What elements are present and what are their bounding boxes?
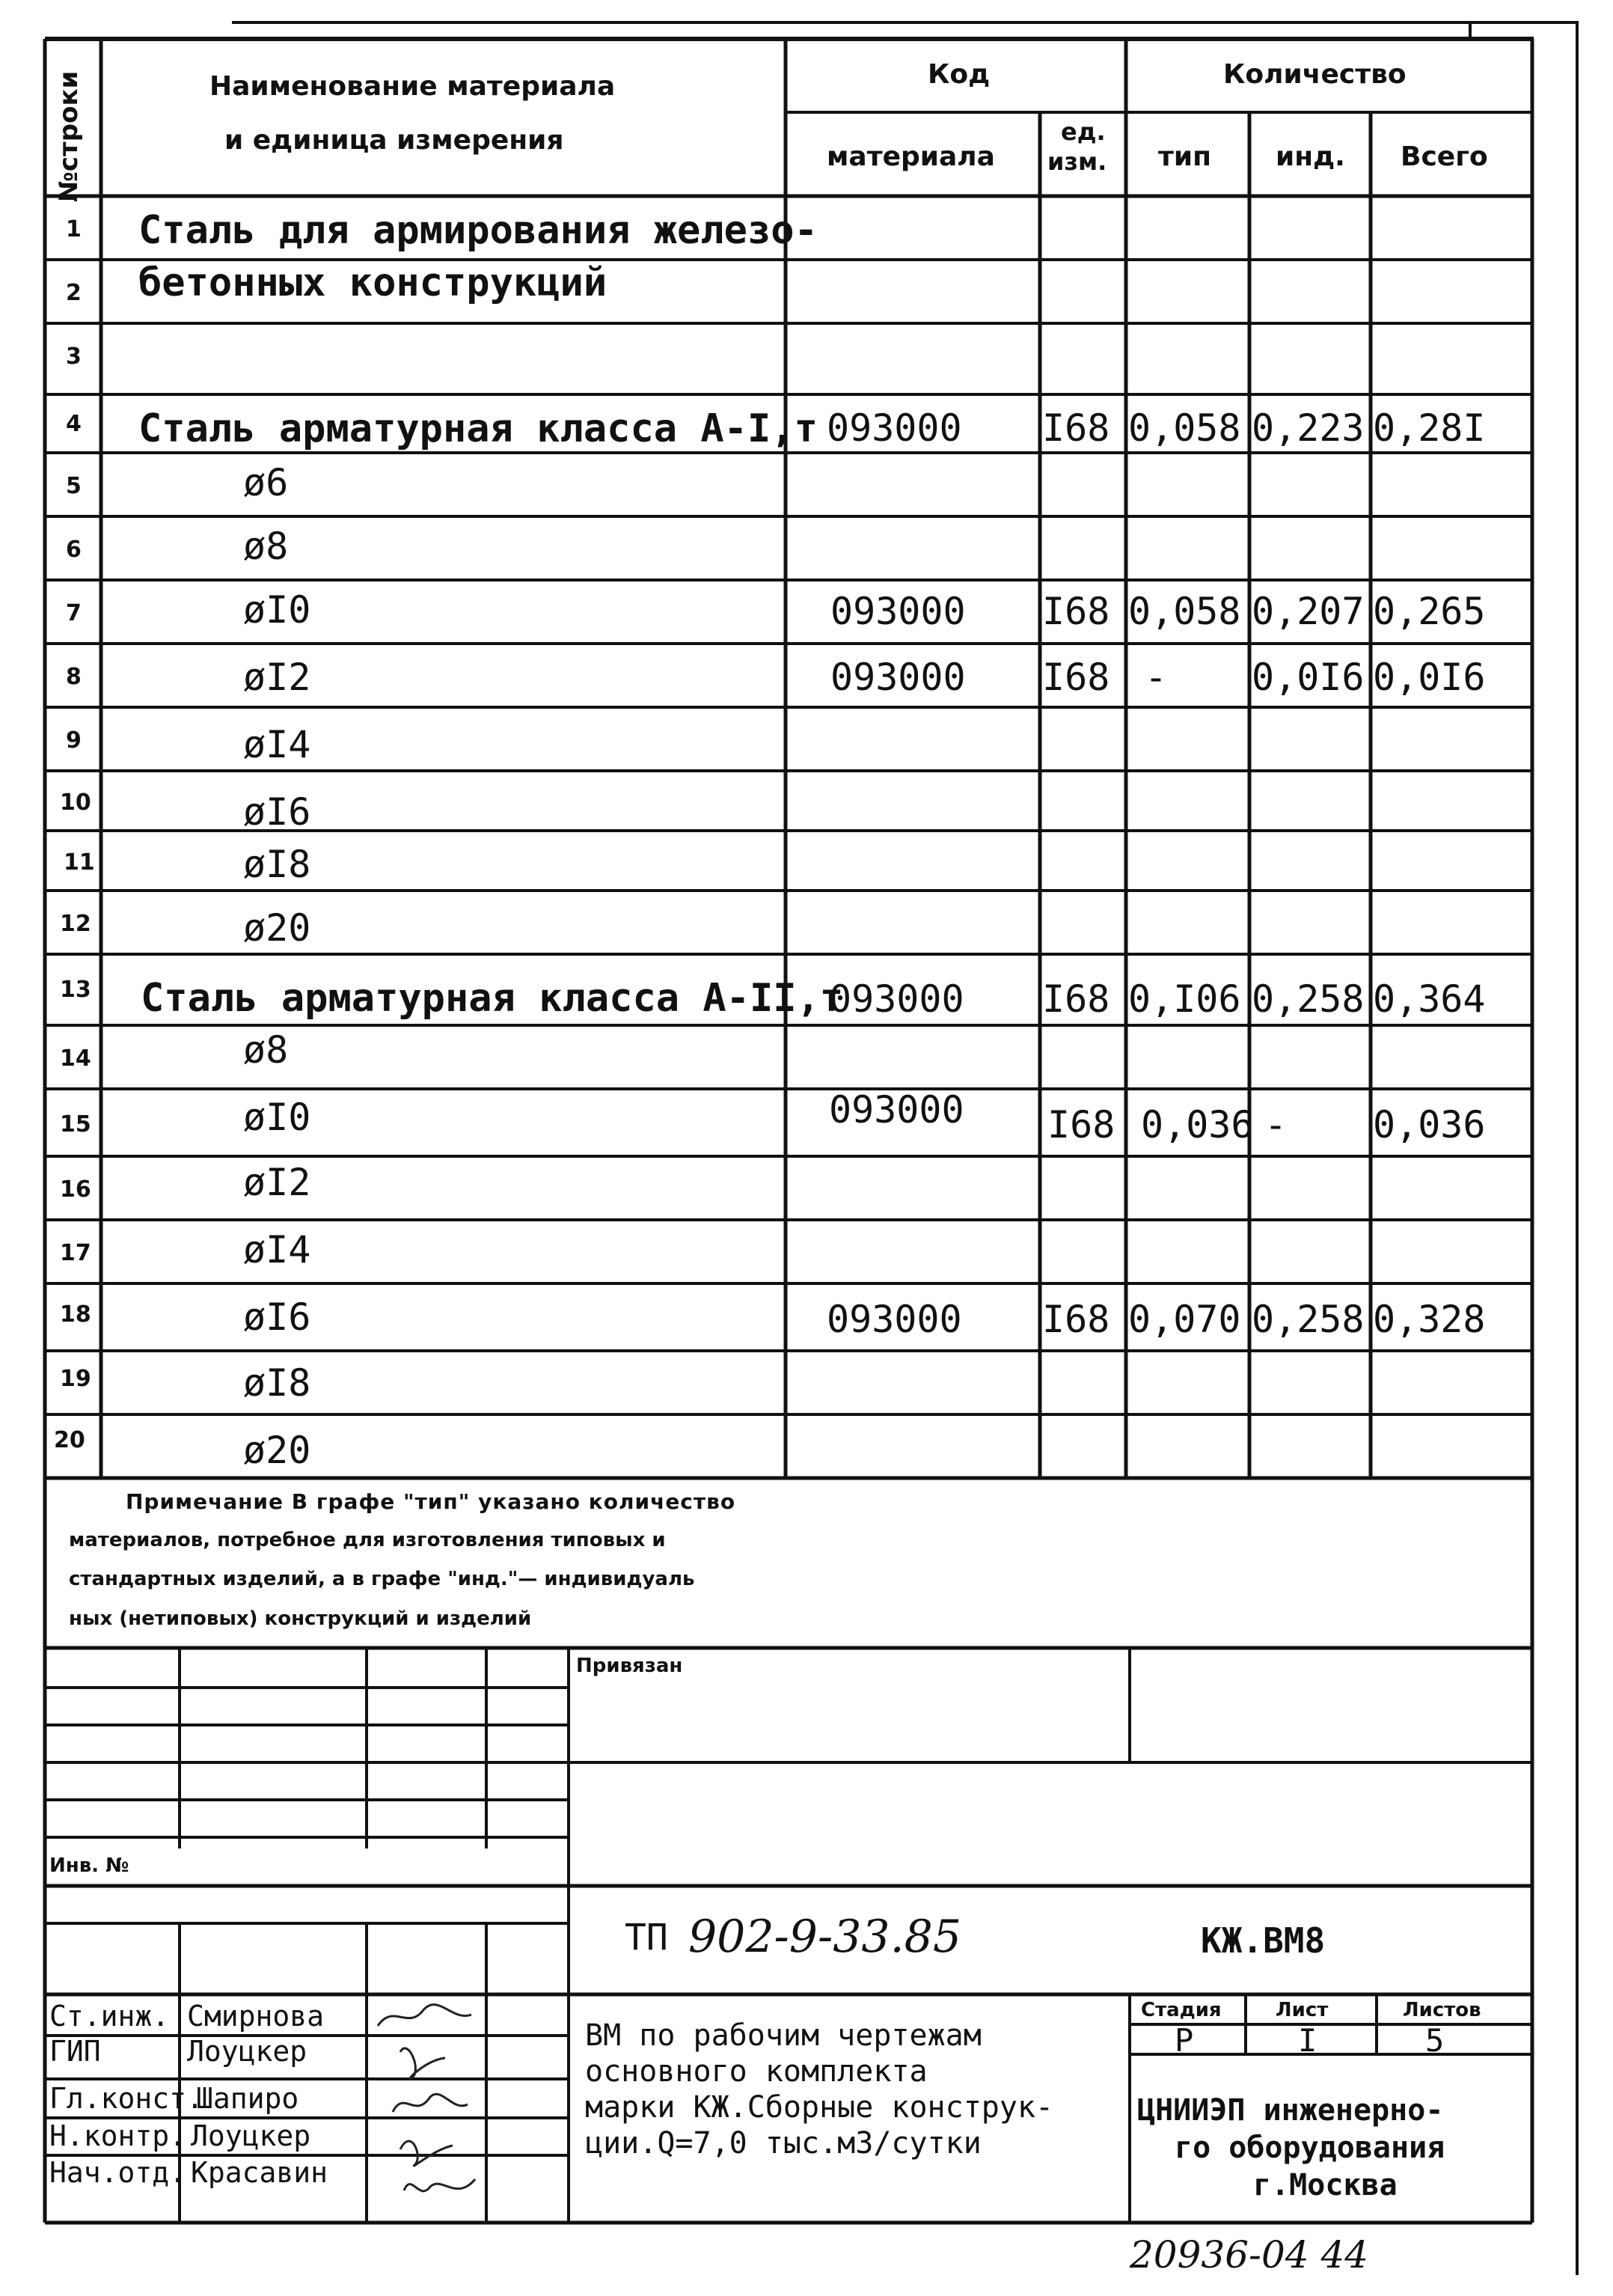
material-name: Сталь арматурная класса А-II,т — [141, 976, 844, 1021]
row-number: 9 — [66, 727, 82, 754]
quantity-ind: 0,0I6 — [1252, 656, 1365, 699]
person-role: ГИП — [49, 2035, 101, 2068]
row-number: 10 — [60, 790, 91, 816]
quantity-total: 0,265 — [1373, 590, 1486, 633]
quantity-ind: 0,207 — [1252, 590, 1365, 633]
signatures-image — [370, 2000, 483, 2217]
quantity-total: 0,036 — [1373, 1103, 1486, 1147]
organization-line-1: ЦНИИЭП инженерно- — [1137, 2093, 1444, 2128]
row-number: 6 — [66, 537, 82, 563]
row-number: 11 — [64, 849, 95, 876]
quantity-header: Количество — [1223, 59, 1407, 90]
quantity-total: 0,328 — [1373, 1298, 1486, 1341]
material-code: 093000 — [829, 977, 964, 1021]
material-name: Сталь для армирования железо- — [138, 208, 818, 253]
unit-code: I68 — [1042, 1298, 1110, 1341]
person-name: Красавин — [191, 2156, 328, 2189]
material-name: øI0 — [243, 588, 311, 632]
row-number: 17 — [60, 1240, 91, 1266]
total-header: Всего — [1401, 141, 1488, 172]
privyazan-label: Привязан — [576, 1655, 683, 1677]
description-line-4: ции.Q=7,0 тыс.м3/сутки — [585, 2126, 982, 2161]
name-header-line1: Наименование материала — [209, 71, 616, 102]
archive-stamp: 20936-04 44 — [1130, 2233, 1369, 2277]
name-header-line2: и единица измерения — [224, 125, 564, 156]
row-number: 13 — [60, 977, 91, 1003]
note-line-2: материалов, потребное для изготовления типовых и — [69, 1529, 666, 1551]
quantity-typ: 0,070 — [1128, 1298, 1241, 1341]
quantity-typ: 0,058 — [1128, 590, 1241, 633]
material-code: 093000 — [829, 1088, 964, 1132]
material-name: ø20 — [243, 1429, 311, 1472]
inventory-number-label: Инв. № — [49, 1854, 129, 1877]
code-header: Код — [928, 59, 991, 90]
material-name: øI4 — [243, 723, 311, 766]
ind-header: инд. — [1276, 141, 1345, 172]
sheets-value: 5 — [1425, 2022, 1445, 2059]
unit-code: I68 — [1047, 1103, 1115, 1147]
row-number: 20 — [54, 1427, 85, 1453]
row-number: 1 — [66, 216, 82, 242]
quantity-total: 0,364 — [1373, 977, 1486, 1021]
row-number: 7 — [66, 600, 82, 626]
material-name: øI8 — [243, 843, 311, 886]
quantity-typ: - — [1145, 656, 1168, 699]
row-number: 14 — [60, 1045, 91, 1072]
quantity-ind: 0,258 — [1252, 1298, 1365, 1341]
unit-code: I68 — [1042, 406, 1110, 450]
organization-line-3: г.Москва — [1253, 2168, 1398, 2202]
person-name: Лоуцкер — [191, 2119, 311, 2152]
material-name: ø8 — [243, 1028, 289, 1072]
quantity-total: 0,0I6 — [1373, 656, 1486, 699]
sheet-value: I — [1298, 2022, 1317, 2059]
person-name: Лоуцкер — [187, 2035, 307, 2068]
sheets-label: Листов — [1403, 1999, 1481, 2021]
material-name: øI2 — [243, 1161, 311, 1204]
typ-header: тип — [1158, 141, 1211, 172]
note-line-1: Примечание В графе "тип" указано количество — [126, 1489, 736, 1514]
material-name: Сталь арматурная класса А-I,т — [138, 406, 818, 451]
quantity-ind: 0,223 — [1252, 406, 1365, 450]
material-name: øI4 — [243, 1228, 311, 1271]
unit-header-line1: ед. — [1061, 117, 1106, 146]
material-name: øI2 — [243, 656, 311, 699]
quantity-ind: - — [1264, 1103, 1288, 1147]
row-number: 2 — [66, 280, 82, 306]
person-name: Шапиро — [196, 2082, 299, 2115]
unit-code: I68 — [1042, 590, 1110, 633]
description-line-2: основного комплекта — [585, 2054, 928, 2089]
material-name: бетонных конструкций — [138, 260, 607, 305]
project-number: 902-9-33.85 — [688, 1911, 962, 1963]
row-number: 19 — [60, 1366, 91, 1392]
material-code: 093000 — [827, 406, 962, 450]
material-name: ø20 — [243, 906, 311, 950]
sheet-label: Лист — [1276, 1999, 1329, 2021]
quantity-typ: 0,036 — [1141, 1103, 1254, 1147]
material-name: ø8 — [243, 525, 289, 568]
stage-value: Р — [1175, 2022, 1194, 2059]
material-name: ø6 — [243, 461, 289, 504]
quantity-typ: 0,I06 — [1128, 977, 1241, 1021]
row-number: 3 — [66, 344, 82, 370]
person-role: Ст.инж. — [49, 2000, 170, 2033]
row-number: 15 — [60, 1111, 91, 1138]
row-number: 5 — [66, 473, 82, 499]
stage-label: Стадия — [1141, 1999, 1222, 2021]
note-line-4: ных (нетиповых) конструкций и изделий — [69, 1607, 532, 1630]
material-name: øI8 — [243, 1361, 311, 1405]
project-prefix: ТП — [625, 1917, 668, 1958]
quantity-total: 0,28I — [1373, 406, 1486, 450]
person-role: Нач.отд. — [49, 2156, 187, 2189]
material-name: øI6 — [243, 1295, 311, 1339]
unit-code: I68 — [1042, 656, 1110, 699]
unit-header-line2: изм. — [1047, 147, 1107, 176]
quantity-ind: 0,258 — [1252, 977, 1365, 1021]
row-number: 16 — [60, 1176, 91, 1203]
material-name: øI0 — [243, 1096, 311, 1139]
material-header: материала — [827, 141, 995, 172]
quantity-typ: 0,058 — [1128, 406, 1241, 450]
description-line-3: марки КЖ.Сборные конструк- — [585, 2090, 1054, 2125]
row-number: 8 — [66, 664, 82, 690]
person-name: Смирнова — [187, 2000, 325, 2033]
person-role: Н.контр. — [49, 2119, 187, 2152]
drawing-mark: КЖ.ВМ8 — [1201, 1920, 1326, 1961]
material-code: 093000 — [827, 1298, 962, 1341]
unit-code: I68 — [1042, 977, 1110, 1021]
organization-line-2: го оборудования — [1175, 2131, 1445, 2165]
description-line-1: ВМ по рабочим чертежам — [585, 2018, 982, 2053]
material-code: 093000 — [830, 590, 966, 633]
material-name: øI6 — [243, 790, 311, 834]
row-number: 4 — [66, 411, 82, 437]
row-number-header: №строки — [54, 70, 84, 202]
row-number: 18 — [60, 1301, 91, 1328]
row-number: 12 — [60, 911, 91, 937]
note-line-3: стандартных изделий, а в графе "инд."— индивидуаль — [69, 1568, 695, 1590]
person-role: Гл.конст. — [49, 2082, 203, 2115]
material-code: 093000 — [830, 656, 966, 699]
